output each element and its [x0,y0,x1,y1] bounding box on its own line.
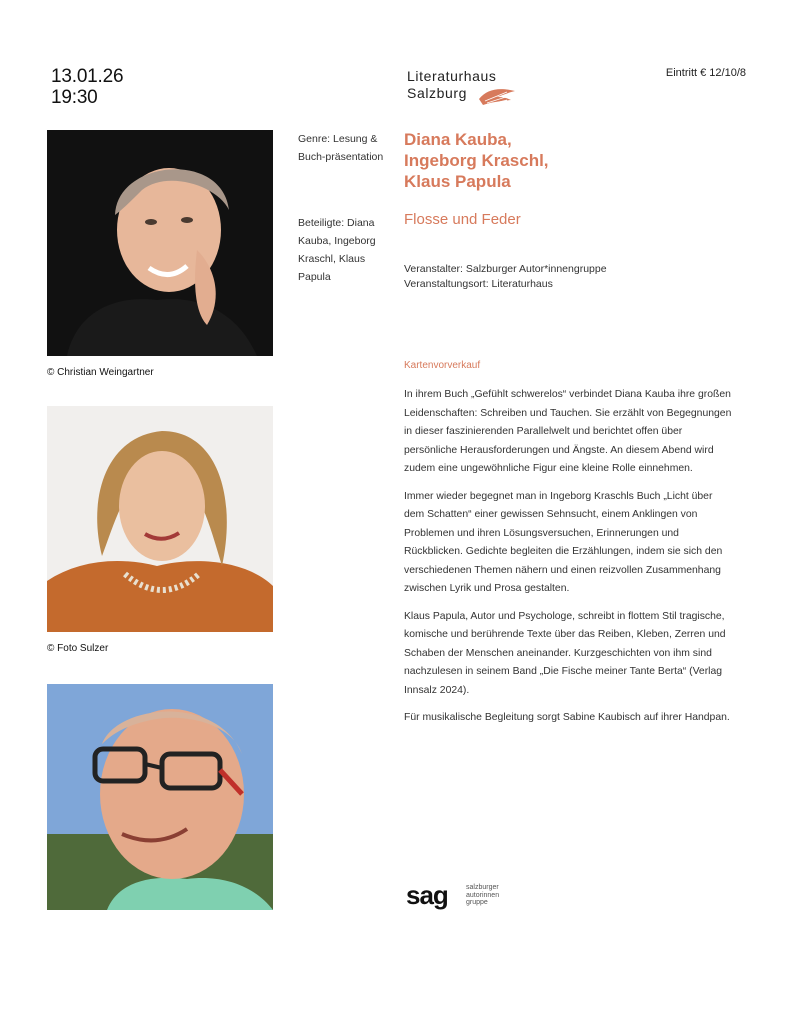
venue: Veranstaltungsort: Literaturhaus [404,278,553,290]
paragraph: Klaus Papula, Autor und Psychologe, schreibt in flottem Stil tragische, komische und berührende Texte über das Reiben, Kleben, Zerren und Schaben der Menschen aneinander. Kurzgeschichten von ihm sind nachzulesen in seinem Band „Die Fische meiner Tante Berta“ (Verlag Innsalz 2024). [404,610,726,696]
photo-diana-kauba [47,130,273,356]
event-participants: Beteiligte: Diana Kauba, Ingeborg Kraschl, Klaus Papula [298,217,376,283]
photo-credit: © Foto Sulzer [47,643,109,654]
title-line: Ingeborg Kraschl, [404,151,549,170]
title-line: Diana Kauba, [404,130,512,149]
event-genre: Genre: Lesung & Buch-präsentation [298,133,384,163]
literaturhaus-logo[interactable] [407,68,497,102]
wing-icon [477,85,517,107]
paragraph: Immer wieder begegnet man in Ingeborg Kraschls Buch „Licht über dem Schatten“ einer gewissen Sehnsucht, einem Anklingen von Problemen und ihren Lösungsversuchen, Erinnerungen und Rückblicken. Gedichte begleiten die Erzählungen, indem sie sich den verschiedenen Themen nähern und einen reizvollen Zusammenhang zwischen Lyrik und Prosa gestalten. [404,490,723,594]
sag-mark: sag [406,880,448,910]
logo-line1: Literaturhaus [407,68,497,84]
photo-ingeborg-kraschl [47,406,273,632]
sag-logo [406,880,500,910]
sag-subtext [466,884,526,907]
event-time: 19:30 [51,87,98,108]
portrait-image [47,684,273,910]
logo-line2: Salzburg [407,85,468,101]
portrait-image [47,130,273,356]
organizer: Veranstalter: Salzburger Autor*innengruppe [404,263,607,275]
sag-line: gruppe [466,899,488,906]
title-line: Klaus Papula [404,172,511,191]
event-info [404,262,607,292]
paragraph: In ihrem Buch „Gefühlt schwerelos“ verbindet Diana Kauba ihre großen Leidenschaften: Schreiben und Tauchen. Sie erzählt von Begegnungen in dieser faszinierenden Parallelwelt und berichtet offen über persönliche Herausforderungen und Ängste. An diesem Abend wird zudem eine ungewöhnliche Figur eine kleine Rolle einnehmen. [404,389,732,474]
sag-line: autorinnen [466,891,500,899]
event-subtitle: Flosse und Feder [404,211,521,228]
photo-credit: © Christian Weingartner [47,367,154,378]
page-title [404,129,549,192]
event-datetime [51,66,123,108]
portrait-image [47,406,273,632]
photo-klaus-papula [47,684,273,910]
admission-price: Eintritt € 12/10/8 [665,67,746,79]
event-date: 13.01.26 [51,66,124,87]
tickets-link[interactable]: Kartenvorverkauf [404,360,481,371]
sag-line: salzburger [466,884,499,891]
paragraph: Für musikalische Begleitung sorgt Sabine Kaubisch auf ihrer Handpan. [404,712,730,723]
event-description [404,386,734,737]
